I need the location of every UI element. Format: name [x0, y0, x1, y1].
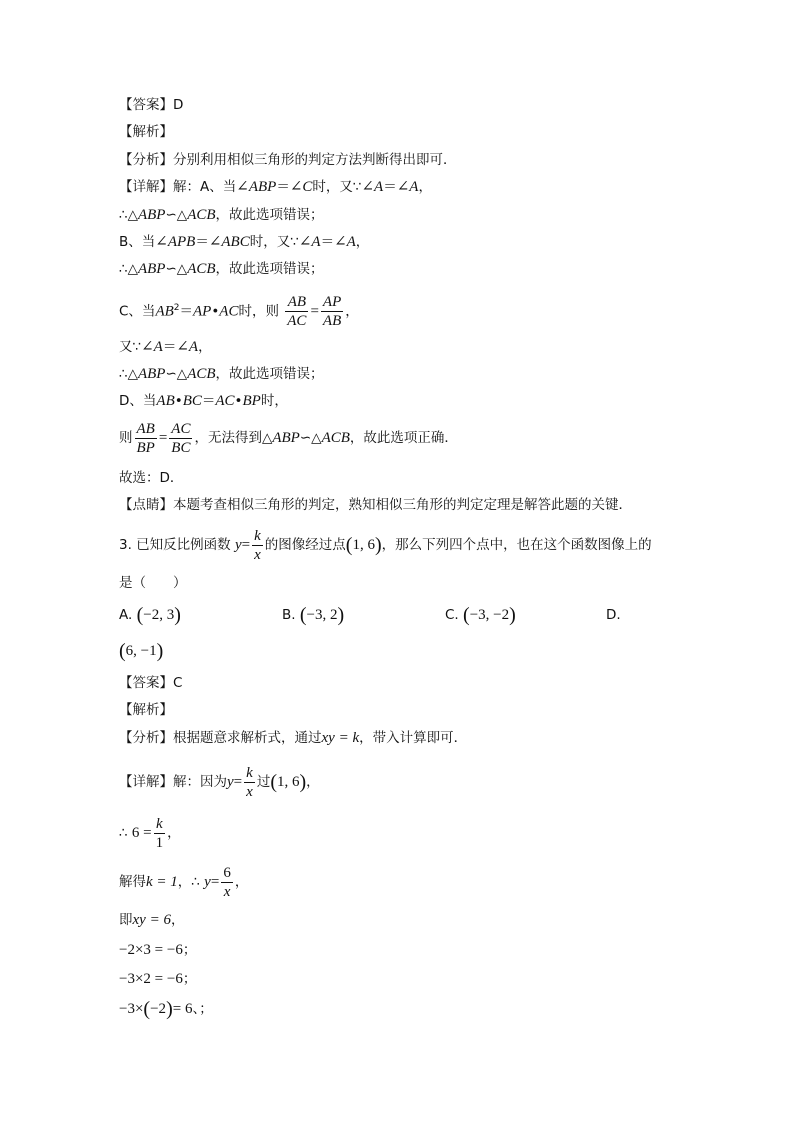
text: B、当: [119, 234, 156, 250]
q2-fenxi-line: [119, 150, 457, 170]
q3-stem-line-2: [119, 573, 187, 593]
q2-conclusion-c: [119, 364, 324, 384]
therefore-sign: ∴: [191, 874, 200, 890]
denominator: BC: [171, 439, 191, 456]
paren: ): [166, 998, 173, 1020]
text: 解：A、当: [173, 179, 237, 195]
text: D、当: [119, 393, 157, 409]
denominator: BP: [136, 439, 155, 456]
numerator: k: [254, 527, 261, 544]
numerator: AB: [136, 420, 155, 437]
text: 解得: [119, 874, 146, 890]
q2-answer-line: [119, 95, 183, 115]
q3-calc-3: [119, 999, 213, 1019]
q3-option-b[interactable]: [282, 605, 344, 625]
paren: (: [463, 604, 470, 626]
angle-abp: ∠ABP: [236, 179, 277, 195]
segment-bc: BC: [182, 393, 202, 409]
equals: =: [241, 537, 251, 553]
text: 故选：D．: [119, 470, 184, 486]
text: ，那么下列四个点中，也在这个函数图像上的: [381, 537, 652, 553]
angle-a: ∠A: [141, 339, 163, 355]
angle-a: ∠A: [334, 234, 356, 250]
fraction-ap-ab: [321, 293, 343, 330]
numerator: k: [154, 815, 166, 834]
angle-a: ∠A: [361, 179, 384, 195]
q3-analysis-label: [119, 700, 173, 720]
equals: ＝: [276, 179, 290, 195]
xiangjie-label: 【详解】: [119, 179, 173, 195]
text: ，带入计算即可．: [359, 730, 468, 746]
semicolon: ；: [182, 971, 197, 987]
q2-option-d-line: [119, 391, 288, 411]
equals: =: [310, 303, 319, 320]
comma: ，: [418, 179, 432, 195]
answer-value: D: [173, 97, 184, 113]
segment-ac: AC: [215, 393, 235, 409]
fraction-k-x: [244, 764, 255, 801]
text: 是（ ）: [119, 575, 187, 591]
triangle-abp: ABP: [137, 261, 166, 277]
comma: ，: [345, 303, 359, 320]
numerator: AB: [285, 293, 308, 312]
angle-abc: ∠ABC: [208, 234, 250, 250]
angle-c: ∠C: [289, 179, 313, 195]
text: 解：因为: [173, 774, 227, 790]
text: ，故此选项错误；: [215, 366, 324, 382]
fraction-6-x: [221, 864, 233, 901]
option-value: −2, 3: [143, 607, 175, 623]
var-y: y: [234, 537, 242, 553]
numerator: 6: [223, 864, 231, 881]
answer-label: 【答案】: [119, 675, 173, 691]
answer-label: 【答案】: [119, 97, 173, 113]
comma: ，: [306, 774, 320, 790]
fraction-ab-ac: [285, 293, 308, 330]
text: 时，则: [238, 303, 279, 320]
denominator: 1: [155, 834, 164, 851]
denominator: x: [254, 546, 261, 563]
q3-xiangjie-line: [119, 762, 320, 802]
text: ，无法得到△: [194, 430, 273, 446]
segment-ac: AC: [219, 303, 239, 320]
comma: ，: [234, 874, 249, 890]
equals: ＝: [320, 234, 335, 250]
q2-dianjing-line: [119, 495, 632, 515]
text: 则: [119, 430, 133, 446]
q3-option-d[interactable]: [119, 641, 163, 661]
option-value: −3, 2: [306, 607, 338, 623]
q3-step-6-eq-k: [119, 813, 181, 853]
comma: ，: [170, 912, 185, 928]
denominator: x: [246, 783, 253, 800]
text: C、当: [119, 303, 156, 320]
text: ，故此选项错误；: [215, 207, 324, 223]
fraction-k-1: [154, 815, 166, 852]
segment-ap: AP: [193, 303, 212, 320]
fenxi-label: 【分析】: [119, 152, 173, 168]
option-value: 6, −1: [125, 643, 157, 659]
angle-apb: ∠APB: [155, 234, 196, 250]
expr: 6 =: [131, 825, 152, 841]
option-label: A.: [119, 607, 133, 623]
q2-guxuan-line: [119, 468, 183, 488]
numerator: AC: [171, 420, 191, 437]
therefore-sign: ∴: [119, 825, 128, 841]
q3-answer-line: [119, 673, 182, 693]
paren: ): [337, 604, 345, 626]
similar-sign: ∽△: [165, 207, 188, 223]
paren: (: [299, 604, 307, 626]
point-value: 1, 6: [276, 774, 300, 790]
paren: (: [119, 640, 126, 662]
equals: ＝: [195, 234, 209, 250]
triangle-acb: ACB: [187, 261, 216, 277]
triangle-acb: ACB: [321, 430, 350, 446]
q3-option-c[interactable]: [445, 605, 516, 625]
equals: =: [158, 430, 168, 446]
paren: ): [299, 771, 307, 793]
triangle-abp: ABP: [137, 207, 166, 223]
calc-expr: −2: [150, 1001, 167, 1017]
equals: =: [233, 774, 243, 790]
calc-expr: −2×3 = −6: [119, 942, 183, 958]
triangle-abp: ABP: [137, 366, 166, 382]
dot: •: [234, 393, 243, 409]
fenxi-label: 【分析】: [119, 730, 173, 746]
fraction-ac-bc: [169, 420, 192, 457]
calc-expr: = 6: [172, 1001, 193, 1017]
segment-bp: BP: [242, 393, 261, 409]
q2-you-line: [119, 337, 212, 357]
paren: (: [143, 998, 151, 1020]
q2-option-b-line: [119, 232, 369, 252]
paren: (: [270, 771, 277, 793]
paren: ): [374, 534, 382, 556]
q3-step-xy-6: [119, 910, 184, 930]
denominator: x: [223, 883, 231, 900]
q3-fenxi-line: [119, 728, 467, 748]
comma: ，: [177, 874, 192, 890]
similar-sign: ∽△: [165, 261, 188, 277]
option-value: −3, −2: [469, 607, 510, 623]
equals: ＝: [179, 303, 193, 320]
var-y: y: [227, 774, 234, 790]
therefore-triangle: ∴△: [119, 207, 138, 223]
fenxi-text: 分别利用相似三角形的判定方法判断得出即可．: [173, 152, 457, 168]
comma: ，: [167, 825, 181, 841]
paren: ): [174, 604, 181, 626]
angle-a: ∠A: [396, 179, 419, 195]
option-label: B.: [282, 607, 296, 623]
equals: ＝: [201, 393, 216, 409]
text: 时，又∵: [249, 234, 299, 250]
triangle-abp: ABP: [272, 430, 300, 446]
question-stem: 3. 已知反比例函数: [119, 537, 231, 553]
similar-sign: ∽△: [165, 366, 188, 382]
text: 过: [256, 774, 271, 790]
dot: •: [211, 303, 220, 320]
q2-conclusion-a: [119, 205, 324, 225]
text: ，故此选项正确．: [349, 430, 458, 446]
numerator: AP: [322, 294, 342, 310]
analysis-label: 【解析】: [119, 702, 173, 718]
segment-ab: AB: [155, 303, 174, 320]
equals: =: [210, 874, 220, 890]
option-label: D.: [606, 607, 621, 623]
equals: ＝: [162, 339, 177, 355]
option-label: C.: [445, 607, 459, 623]
fraction-k-x: [252, 527, 263, 564]
denominator: AB: [322, 313, 342, 329]
q3-step-k-1: [119, 862, 248, 902]
expr-xy-6: xy = 6: [132, 912, 171, 928]
dianjing-text: 本题考查相似三角形的判定，熟知相似三角形的判定定理是解答此题的关键．: [173, 497, 632, 513]
q2-option-d-fraction-line: [119, 418, 458, 458]
text: 的图像经过点: [264, 537, 346, 553]
calc-expr: −3×2 = −6: [119, 971, 183, 987]
dianjing-label: 【点睛】: [119, 497, 173, 513]
xiangjie-label: 【详解】: [119, 774, 173, 790]
q2-option-a-line: [119, 177, 432, 197]
calc-expr: −3×: [119, 1001, 144, 1017]
q2-option-c-line: [119, 288, 359, 332]
q2-conclusion-b: [119, 259, 324, 279]
exponent: 2: [173, 303, 180, 313]
text: 时，又∵: [312, 179, 362, 195]
similar-sign: ∽△: [299, 430, 322, 446]
q3-option-d-label[interactable]: [606, 605, 621, 625]
analysis-label: 【解析】: [119, 124, 173, 140]
comma: ，: [355, 234, 370, 250]
text: 又∵: [119, 339, 142, 355]
q3-stem-line: [119, 525, 652, 565]
paren: (: [345, 534, 353, 556]
point-value: 1, 6: [352, 537, 375, 553]
dot: •: [174, 393, 183, 409]
semicolon: ；: [182, 942, 197, 958]
angle-a: ∠A: [298, 234, 321, 250]
triangle-acb: ACB: [187, 366, 216, 382]
numerator: k: [246, 764, 253, 781]
q3-calc-1: [119, 940, 196, 960]
paren: (: [136, 604, 144, 626]
paren: ): [509, 604, 516, 626]
segment-ab: AB: [156, 393, 175, 409]
q3-option-a[interactable]: [119, 605, 181, 625]
paren: ): [156, 640, 164, 662]
text: 时，: [260, 393, 288, 409]
text: 即: [119, 912, 133, 928]
q2-analysis-label: [119, 122, 173, 142]
expr-k-1: k = 1: [146, 874, 178, 890]
comma: ，: [198, 339, 212, 355]
fraction-ab-bp: [135, 420, 157, 457]
text: 根据题意求解析式，通过: [173, 730, 322, 746]
answer-value: C: [173, 675, 183, 691]
angle-a: ∠A: [176, 339, 199, 355]
equals: ＝: [383, 179, 397, 195]
denominator: AC: [287, 313, 307, 329]
expr-xy-k: xy = k: [321, 730, 360, 746]
therefore-triangle: ∴△: [119, 366, 138, 382]
var-y: y: [204, 874, 211, 890]
text: ，故此选项错误；: [215, 261, 324, 277]
triangle-acb: ACB: [187, 207, 216, 223]
therefore-triangle: ∴△: [119, 261, 138, 277]
q3-calc-2: [119, 969, 196, 989]
punctuation: 、；: [192, 1001, 213, 1017]
